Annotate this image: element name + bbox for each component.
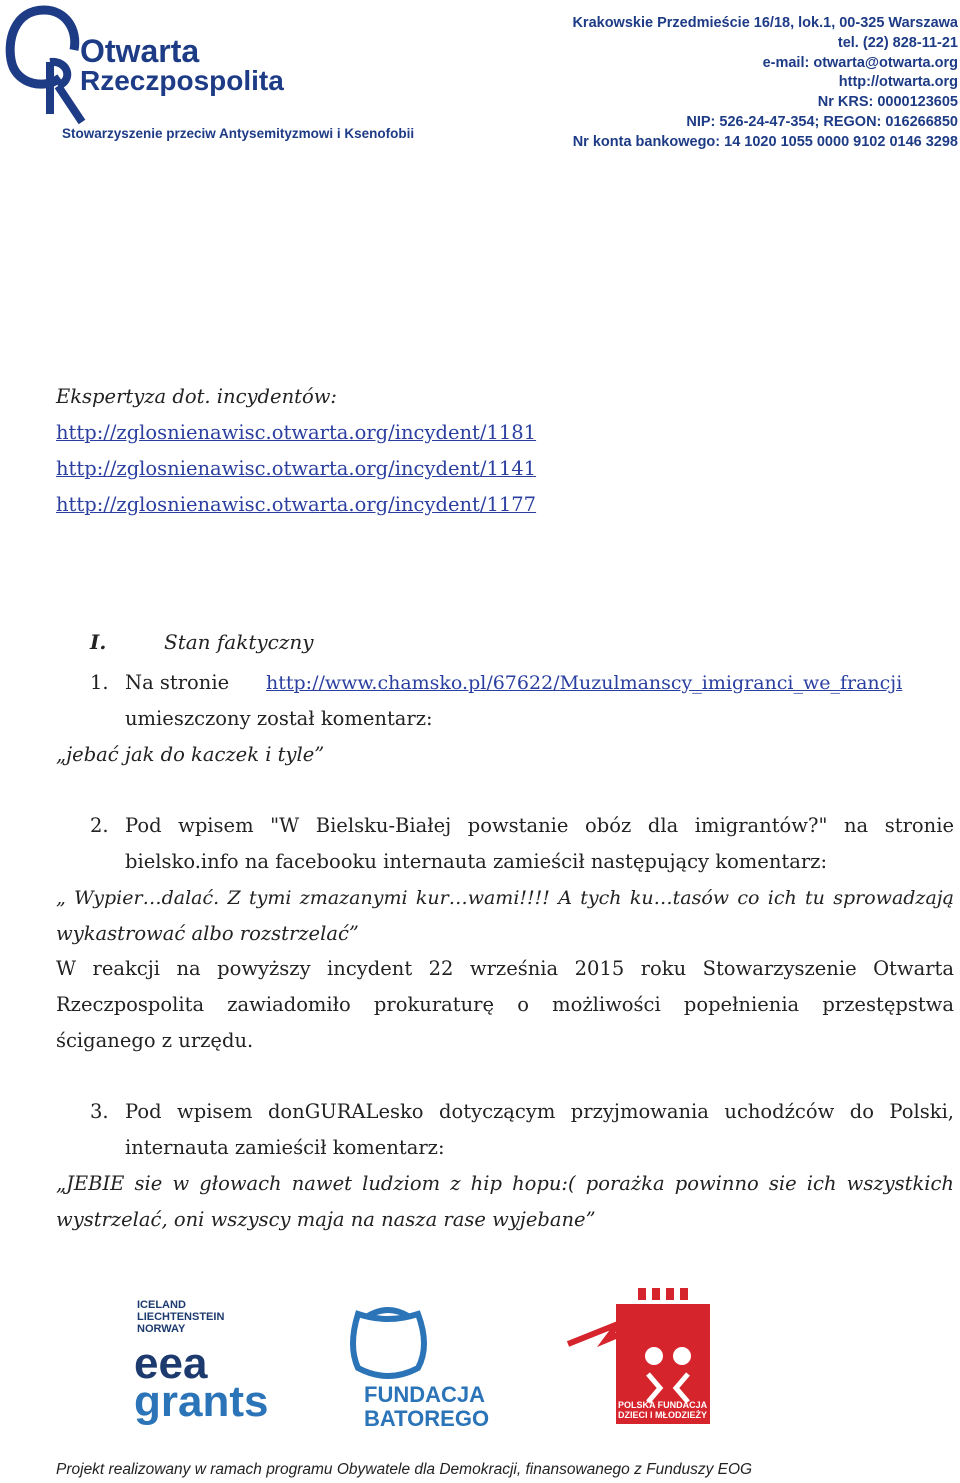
item-2-quote-line-2: wykastrować albo rozstrzelać” xyxy=(56,922,359,945)
eea-grants-logo xyxy=(134,1299,268,1426)
svg-text:NORWAY: NORWAY xyxy=(137,1323,186,1335)
item-2-quote-line-1: „ Wypier…dalać. Z tymi zmazanymi kur…wami!!!! A tych ku…tasów co ich tu sprowadzają xyxy=(56,887,954,909)
fundacja-batorego-logo xyxy=(353,1310,489,1431)
otwarta-rzeczpospolita-logo xyxy=(4,2,304,130)
item-2-number: 2. xyxy=(90,814,109,837)
item-1-line-2: umieszczony został komentarz: xyxy=(125,707,433,730)
svg-text:grants: grants xyxy=(134,1377,269,1426)
item-2-reaction-line-3: ściganego z urzędu. xyxy=(56,1029,254,1052)
contact-krs: Nr KRS: 0000123605 xyxy=(817,94,958,111)
incident-link-1177[interactable]: http://zglosnienawisc.otwarta.org/incydent/1177 xyxy=(56,493,537,516)
svg-text:DZIECI I MŁODZIEŻY: DZIECI I MŁODZIEŻY xyxy=(618,1410,707,1420)
item-1-number: 1. xyxy=(90,671,109,694)
item-2-reaction-line-1: W reakcji na powyższy incydent 22 września 2015 roku Stowarzyszenie Otwarta xyxy=(56,957,954,980)
svg-text:ICELAND: ICELAND xyxy=(137,1299,186,1311)
logo-text-rzeczpospolita: Rzeczpospolita xyxy=(80,65,284,96)
org-tagline: Stowarzyszenie przeciw Antysemityzmowi i Ksenofobii xyxy=(62,126,415,141)
svg-text:LIECHTENSTEIN: LIECHTENSTEIN xyxy=(137,1311,225,1323)
section-title: Stan faktyczny xyxy=(164,630,314,654)
contact-nip-regon: NIP: 526-24-47-354; REGON: 016266850 xyxy=(686,113,958,130)
item-2-reaction-line-2: Rzeczpospolita zawiadomiło prokuraturę o możliwości popełnienia przestępstwa xyxy=(56,993,954,1016)
svg-text:BATOREGO: BATOREGO xyxy=(364,1406,490,1431)
section-numeral: I. xyxy=(90,630,107,654)
pfdim-logo xyxy=(568,1288,710,1424)
item-2-line-2: bielsko.info na facebooku internauta zamieścił następujący komentarz: xyxy=(125,850,828,873)
item-3-line-2: internauta zamieścił komentarz: xyxy=(125,1136,445,1159)
item-1-source-link[interactable]: http://www.chamsko.pl/67622/Muzulmanscy_imigranci_we_francji xyxy=(266,672,903,694)
svg-text:eea: eea xyxy=(134,1339,208,1388)
item-3-quote-line-2: wystrzelać, oni wszyscy maja na nasza rase wyjebane” xyxy=(56,1208,596,1231)
item-3-line-1: Pod wpisem donGURALesko dotyczącym przyjmowania uchodźców do Polski, xyxy=(125,1100,954,1123)
item-3-number: 3. xyxy=(90,1100,109,1123)
expertise-title: Ekspertyza dot. incydentów: xyxy=(56,385,337,408)
sponsor-logos xyxy=(58,1256,738,1462)
svg-text:POLSKA FUNDACJA: POLSKA FUNDACJA xyxy=(618,1400,708,1410)
svg-text:FUNDACJA: FUNDACJA xyxy=(364,1382,485,1407)
logo-text-otwarta: Otwarta xyxy=(80,33,200,69)
item-2-line-1: Pod wpisem "W Bielsku-Białej powstanie obóz dla imigrantów?" na stronie xyxy=(125,814,954,837)
item-3-quote-line-1: „JEBIE sie w głowach nawet ludziom z hip hopu:( porażka powinno sie ich wszystkich xyxy=(56,1172,954,1195)
contact-website[interactable]: http://otwarta.org xyxy=(838,74,958,91)
item-1-quote: „jebać jak do kaczek i tyle” xyxy=(56,743,325,766)
contact-email[interactable]: e-mail: otwarta@otwarta.org xyxy=(762,54,958,71)
contact-block xyxy=(572,14,958,153)
contact-phone: tel. (22) 828-11-21 xyxy=(837,34,958,51)
item-1-prefix: Na stronie xyxy=(125,671,230,694)
contact-bank-account: Nr konta bankowego: 14 1020 1055 0000 9102 0146 3298 xyxy=(572,133,958,150)
contact-address: Krakowskie Przedmieście 16/18, lok.1, 00-325 Warszawa xyxy=(572,15,958,31)
sponsor-logos-graphic xyxy=(58,1256,738,1462)
project-footer: Projekt realizowany w ramach programu Obywatele dla Demokracji, finansowanego z Funduszy EOG xyxy=(56,1461,753,1478)
incident-link-1141[interactable]: http://zglosnienawisc.otwarta.org/incydent/1141 xyxy=(56,457,537,480)
incident-link-1181[interactable]: http://zglosnienawisc.otwarta.org/incydent/1181 xyxy=(56,421,537,444)
